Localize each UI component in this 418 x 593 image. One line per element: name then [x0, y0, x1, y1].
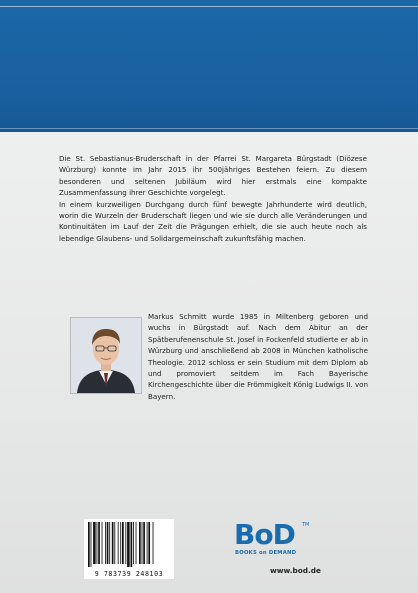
- isbn-barcode: [84, 519, 174, 579]
- bod-logo-trademark: TM: [302, 522, 310, 528]
- publisher-url: www.bod.de: [270, 566, 321, 575]
- author-bio-text: Markus Schmitt wurde 1985 in Miltenberg geboren und wuchs in Bürgstadt auf. Nach dem Abitur an der Spätberufenenschule St. Josef in Fockenfeld studierte er ab in Würzburg und anschließend ab 2008 in München katholische Theologie. 2012 schloss er sein Studium mit dem Diplom ab und promoviert seitdem im Fach Bayerische Kirchengeschichte über die Frömmigkeit König Ludwigs II. von Bayern.: [148, 312, 368, 401]
- bod-logo-wordmark: BoD: [234, 518, 295, 551]
- author-bio: [148, 311, 368, 402]
- bod-tagline: BOOKS on DEMAND: [235, 550, 297, 556]
- blurb-paragraph-1: Die St. Sebastianus-Bruderschaft in der Pfarrei St. Margareta Bürgstadt (Diözese Würzburg) konnte im Jahr 2015 ihr 500jähriges Bestehen feiern. Zu diesem besonderen und seltenen Jubiläum wird hier erstmals eine kompakte Zusammenfassung ihrer Geschichte vorgelegt.: [59, 154, 367, 198]
- barcode-digits: 9 783739 248103: [94, 570, 164, 578]
- bod-logo: [232, 518, 310, 557]
- cover-top-band: [0, 0, 418, 132]
- blurb-paragraph-2: In einem kurzweiligen Durchgang durch fünf bewegte Jahrhunderte wird deutlich, worin die Wurzeln der Bruderschaft liegen und wie sie durch alle Veränderungen und Kontinuitäten im Lauf der Zeit die Prägungen erhielt, die sie auch heute noch als lebendige Glaubens- und Solidargemeinschaft zukunftsfähig machen.: [59, 199, 367, 243]
- book-blurb: [59, 153, 367, 244]
- barcode-bars: [84, 519, 174, 569]
- author-photo: [70, 317, 142, 394]
